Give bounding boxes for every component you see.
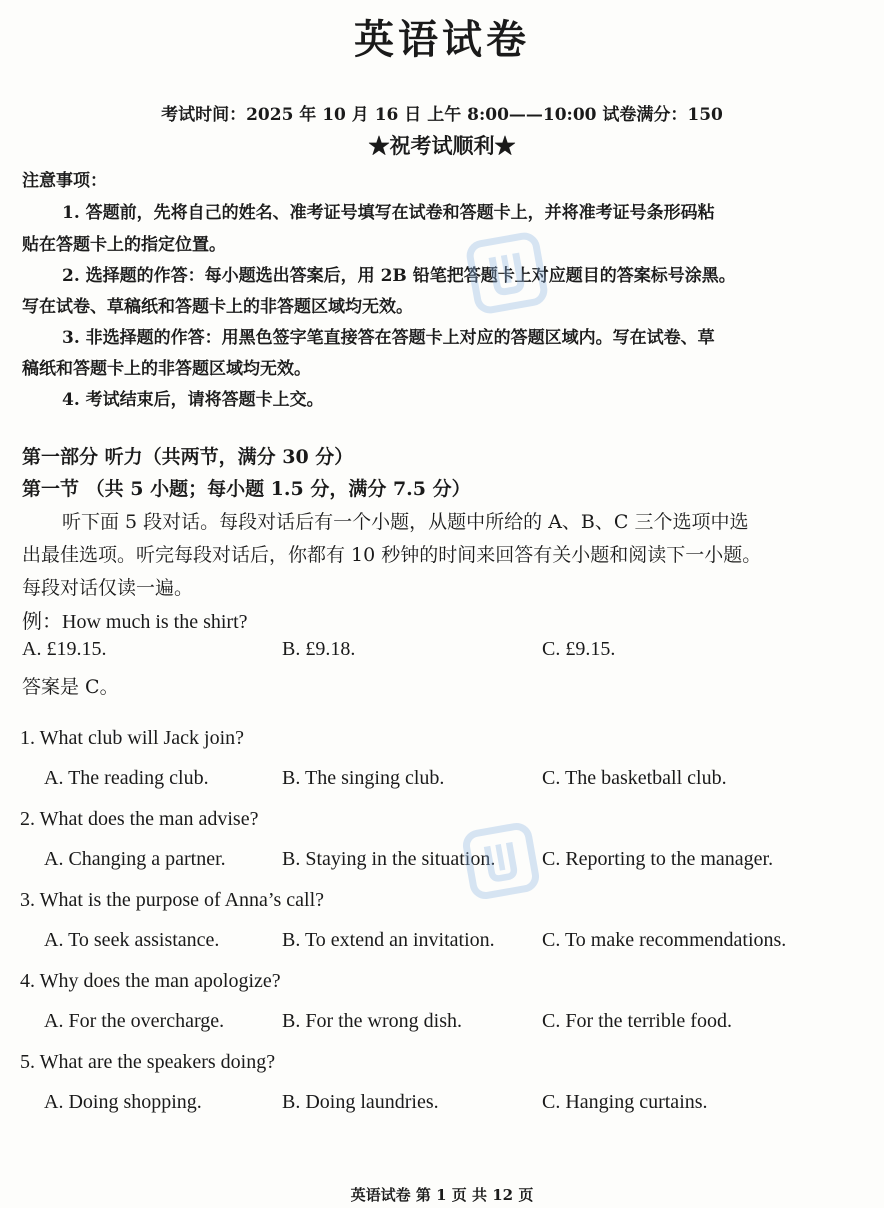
- watermark-logo-icon: [460, 820, 541, 901]
- option-4a: A. For the overcharge.: [44, 1010, 225, 1032]
- question-1: 1. What club will Jack join?: [20, 727, 245, 749]
- example-option-c: C. £9.15.: [542, 638, 616, 660]
- notice-line: 4. 考试结束后，请将答题卡上交。: [62, 390, 324, 410]
- page-footer: 英语试卷 第 1 页 共 12 页: [350, 1186, 534, 1204]
- option-4b: B. For the wrong dish.: [282, 1010, 462, 1032]
- watermark-logo-icon: [464, 230, 550, 316]
- notice-line: 贴在答题卡上的指定位置。: [22, 235, 226, 255]
- option-5b: B. Doing laundries.: [282, 1091, 439, 1113]
- example-option-a: A. £19.15.: [22, 638, 107, 660]
- option-2a: A. Changing a partner.: [44, 848, 226, 870]
- question-3: 3. What is the purpose of Anna’s call?: [20, 889, 325, 911]
- exam-wish: ★祝考试顺利★: [368, 133, 516, 158]
- example-answer: 答案是 C。: [22, 676, 119, 698]
- option-2c: C. Reporting to the manager.: [542, 848, 774, 870]
- instruction-line: 听下面 5 段对话。每段对话后有一个小题，从题中所给的 A、B、C 三个选项中选: [62, 511, 749, 533]
- notice-line: 3. 非选择题的作答：用黑色签字笔直接答在答题卡上对应的答题区域内。写在试卷、草: [62, 328, 715, 348]
- notice-line: 稿纸和答题卡上的非答题区域均无效。: [22, 359, 311, 379]
- notice-title: 注意事项：: [22, 171, 107, 191]
- question-2: 2. What does the man advise?: [20, 808, 259, 830]
- option-5c: C. Hanging curtains.: [542, 1091, 708, 1113]
- instruction-line: 出最佳选项。听完每段对话后，你都有 10 秒钟的时间来回答有关小题和阅读下一小题。: [22, 544, 762, 566]
- section-heading: 第一节 （共 5 小题；每小题 1.5 分，满分 7.5 分）: [22, 478, 471, 500]
- exam-title: 英语试卷: [354, 16, 530, 63]
- option-4c: C. For the terrible food.: [542, 1010, 732, 1032]
- option-3b: B. To extend an invitation.: [282, 929, 495, 951]
- option-3a: A. To seek assistance.: [44, 929, 220, 951]
- instruction-line: 每段对话仅读一遍。: [22, 577, 194, 599]
- question-4: 4. Why does the man apologize?: [20, 970, 281, 992]
- option-1b: B. The singing club.: [282, 767, 445, 789]
- example-option-b: B. £9.18.: [282, 638, 356, 660]
- part-heading: 第一部分 听力（共两节，满分 30 分）: [22, 446, 354, 468]
- notice-line: 1. 答题前，先将自己的姓名、准考证号填写在试卷和答题卡上，并将准考证号条形码粘: [62, 203, 715, 223]
- exam-meta: 考试时间：2025 年 10 月 16 日 上午 8:00——10:00 试卷满分：150: [161, 105, 723, 125]
- option-2b: B. Staying in the situation.: [282, 848, 496, 870]
- question-5: 5. What are the speakers doing?: [20, 1051, 276, 1073]
- example-question: 例：How much is the shirt?: [22, 611, 248, 633]
- option-1a: A. The reading club.: [44, 767, 209, 789]
- notice-line: 2. 选择题的作答：每小题选出答案后，用 2B 铅笔把答题卡上对应题目的答案标号涂黑。: [62, 266, 736, 286]
- option-3c: C. To make recommendations.: [542, 929, 787, 951]
- notice-line: 写在试卷、草稿纸和答题卡上的非答题区域均无效。: [22, 297, 413, 317]
- option-5a: A. Doing shopping.: [44, 1091, 202, 1113]
- option-1c: C. The basketball club.: [542, 767, 727, 789]
